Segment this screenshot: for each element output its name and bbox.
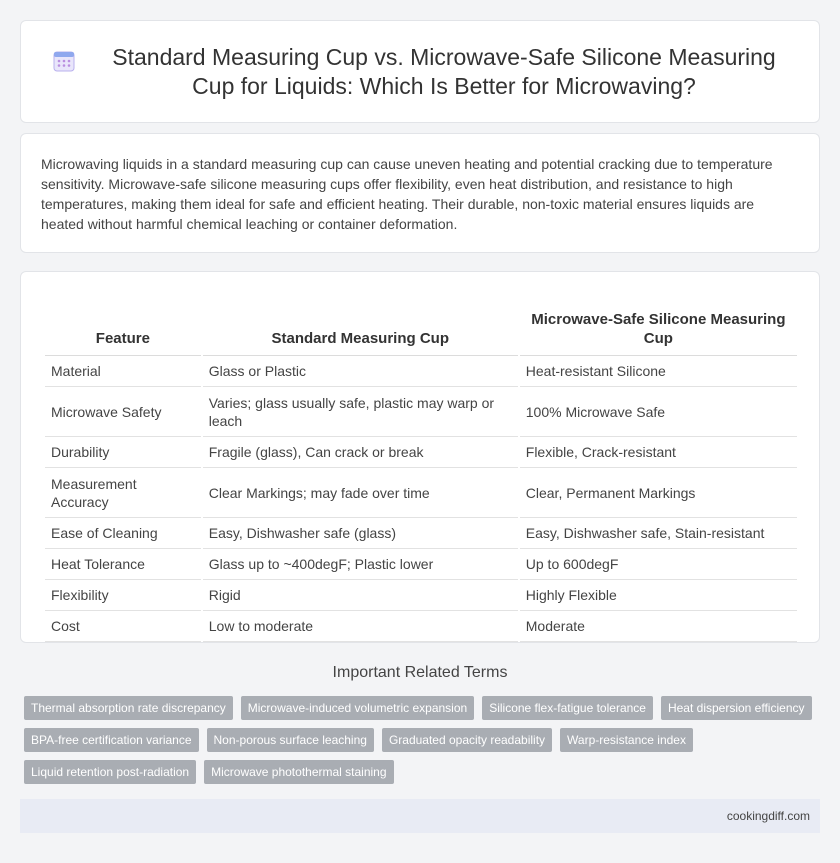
comparison-card bbox=[20, 271, 820, 643]
cell-silicone: Clear, Permanent Markings bbox=[520, 468, 797, 518]
related-tag[interactable]: Liquid retention post-radiation bbox=[24, 760, 196, 784]
table-row bbox=[45, 437, 797, 468]
table-row bbox=[45, 468, 797, 518]
table-row bbox=[45, 611, 797, 642]
header-standard: Standard Measuring Cup bbox=[203, 292, 518, 356]
table-header-row bbox=[45, 292, 797, 356]
cell-feature: Ease of Cleaning bbox=[45, 518, 201, 549]
related-tag[interactable]: BPA-free certification variance bbox=[24, 728, 199, 752]
cell-feature: Heat Tolerance bbox=[45, 549, 201, 580]
cell-silicone: Flexible, Crack-resistant bbox=[520, 437, 797, 468]
page-title: Standard Measuring Cup vs. Microwave-Safe Silicone Measuring Cup for Liquids: Which Is Better for Microwaving? bbox=[112, 43, 776, 99]
header-silicone: Microwave-Safe Silicone Measuring Cup bbox=[520, 292, 797, 356]
cell-silicone: Moderate bbox=[520, 611, 797, 642]
cell-feature: Flexibility bbox=[45, 580, 201, 611]
related-tag[interactable]: Silicone flex-fatigue tolerance bbox=[482, 696, 653, 720]
related-tag[interactable]: Heat dispersion efficiency bbox=[661, 696, 812, 720]
cell-silicone: Easy, Dishwasher safe, Stain-resistant bbox=[520, 518, 797, 549]
intro-card bbox=[20, 133, 820, 253]
cell-feature: Material bbox=[45, 356, 201, 387]
footer bbox=[20, 799, 820, 833]
cell-feature: Measurement Accuracy bbox=[45, 468, 201, 518]
related-tag[interactable]: Microwave-induced volumetric expansion bbox=[241, 696, 474, 720]
header-feature: Feature bbox=[45, 292, 201, 356]
table-row bbox=[45, 356, 797, 387]
title-card bbox=[20, 20, 820, 123]
intro-paragraph: Microwaving liquids in a standard measuring cup can cause uneven heating and potential cracking due to temperature sensitivity. Microwave-safe silicone measuring cups offer flexibility, even heat distribution, and resistance to high temperatures, making them ideal for safe and efficient heating. Their durable, non-toxic material ensures liquids are heated without harmful chemical leaching or container deformation. bbox=[41, 156, 773, 232]
comparison-table bbox=[43, 292, 799, 642]
cell-feature: Durability bbox=[45, 437, 201, 468]
calendar-icon bbox=[51, 48, 77, 74]
related-terms-heading: Important Related Terms bbox=[332, 664, 508, 681]
related-tag[interactable]: Thermal absorption rate discrepancy bbox=[24, 696, 233, 720]
cell-standard: Clear Markings; may fade over time bbox=[203, 468, 518, 518]
related-tag[interactable]: Microwave photothermal staining bbox=[204, 760, 393, 784]
table-row bbox=[45, 387, 797, 437]
cell-standard: Glass up to ~400degF; Plastic lower bbox=[203, 549, 518, 580]
table-row bbox=[45, 580, 797, 611]
footer-site-link[interactable]: cookingdiff.com bbox=[726, 809, 810, 823]
cell-standard: Glass or Plastic bbox=[203, 356, 518, 387]
cell-standard: Easy, Dishwasher safe (glass) bbox=[203, 518, 518, 549]
cell-silicone: 100% Microwave Safe bbox=[520, 387, 797, 437]
related-tag[interactable]: Graduated opacity readability bbox=[382, 728, 552, 752]
cell-feature: Cost bbox=[45, 611, 201, 642]
cell-feature: Microwave Safety bbox=[45, 387, 201, 437]
table-row bbox=[45, 518, 797, 549]
cell-standard: Rigid bbox=[203, 580, 518, 611]
cell-standard: Varies; glass usually safe, plastic may warp or leach bbox=[203, 387, 518, 437]
cell-standard: Low to moderate bbox=[203, 611, 518, 642]
table-row bbox=[45, 549, 797, 580]
cell-silicone: Up to 600degF bbox=[520, 549, 797, 580]
related-terms-tags bbox=[24, 696, 824, 784]
cell-silicone: Highly Flexible bbox=[520, 580, 797, 611]
related-tag[interactable]: Warp-resistance index bbox=[560, 728, 693, 752]
cell-standard: Fragile (glass), Can crack or break bbox=[203, 437, 518, 468]
cell-silicone: Heat-resistant Silicone bbox=[520, 356, 797, 387]
related-tag[interactable]: Non-porous surface leaching bbox=[207, 728, 374, 752]
